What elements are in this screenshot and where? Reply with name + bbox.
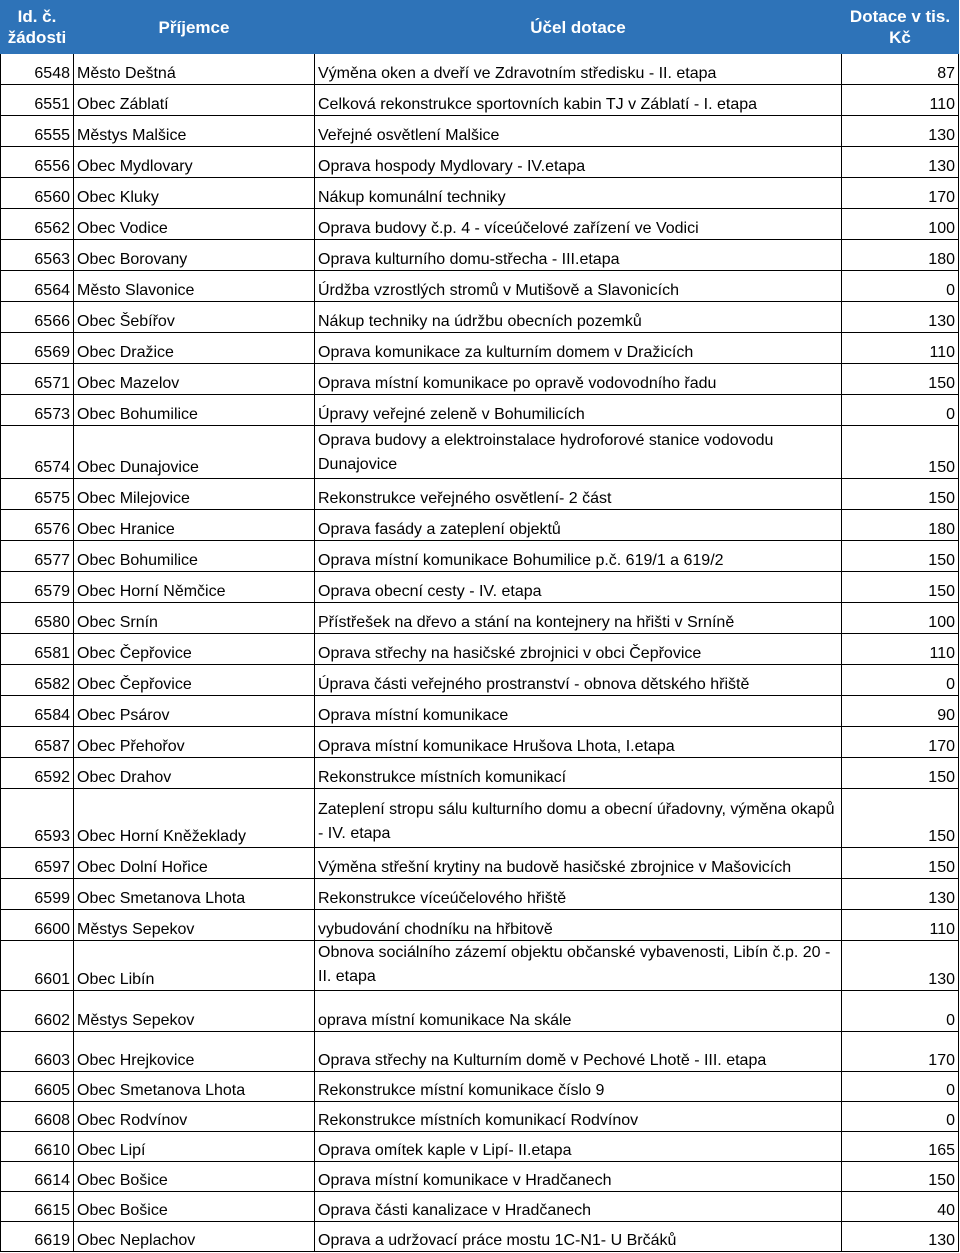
table-row — [1, 178, 959, 209]
row-id: 6582 — [1, 665, 74, 696]
row-amount: 150 — [842, 1162, 959, 1192]
row-recipient: Obec Dolní Hořice — [74, 848, 315, 879]
table-row — [1, 395, 959, 426]
table-row — [1, 910, 959, 941]
row-recipient: Obec Hranice — [74, 510, 315, 541]
table-row — [1, 758, 959, 789]
row-id: 6602 — [1, 991, 74, 1032]
row-purpose: Oprava místní komunikace Hrušova Lhota, I.etapa — [315, 727, 842, 758]
row-recipient: Obec Lipí — [74, 1132, 315, 1162]
row-recipient: Obec Milejovice — [74, 479, 315, 510]
table-row — [1, 240, 959, 271]
row-amount: 110 — [842, 634, 959, 665]
table-row — [1, 271, 959, 302]
row-purpose: Oprava místní komunikace v Hradčanech — [315, 1162, 842, 1192]
row-recipient: Obec Horní Němčice — [74, 572, 315, 603]
row-purpose: Rekonstrukce veřejného osvětlení- 2 část — [315, 479, 842, 510]
row-id: 6577 — [1, 541, 74, 572]
row-recipient: Město Deštná — [74, 54, 315, 85]
table-row — [1, 147, 959, 178]
table-row — [1, 1162, 959, 1192]
row-id: 6601 — [1, 941, 74, 991]
table-body — [1, 54, 959, 1252]
row-amount: 170 — [842, 727, 959, 758]
row-id: 6597 — [1, 848, 74, 879]
row-recipient: Obec Bošice — [74, 1192, 315, 1222]
table-row — [1, 665, 959, 696]
row-purpose: Oprava fasády a zateplení objektů — [315, 510, 842, 541]
row-id: 6548 — [1, 54, 74, 85]
row-purpose: Oprava místní komunikace — [315, 696, 842, 727]
row-purpose: Oprava obecní cesty - IV. etapa — [315, 572, 842, 603]
row-amount: 110 — [842, 85, 959, 116]
row-purpose: Oprava místní komunikace Bohumilice p.č. 619/1 a 619/2 — [315, 541, 842, 572]
row-amount: 150 — [842, 541, 959, 572]
row-purpose: Oprava komunikace za kulturním domem v Dražicích — [315, 333, 842, 364]
row-recipient: Obec Drahov — [74, 758, 315, 789]
row-amount: 150 — [842, 758, 959, 789]
row-amount: 150 — [842, 789, 959, 848]
table-row — [1, 510, 959, 541]
row-recipient: Obec Záblatí — [74, 85, 315, 116]
row-purpose: Oprava místní komunikace po opravě vodovodního řadu — [315, 364, 842, 395]
row-amount: 0 — [842, 665, 959, 696]
row-amount: 130 — [842, 879, 959, 910]
row-recipient: Obec Borovany — [74, 240, 315, 271]
table-row — [1, 302, 959, 333]
row-purpose: Oprava budovy a elektroinstalace hydroforové stanice vodovodu Dunajovice — [315, 426, 842, 479]
row-id: 6600 — [1, 910, 74, 941]
row-amount: 150 — [842, 426, 959, 479]
row-id: 6574 — [1, 426, 74, 479]
row-purpose: Oprava a udržovací práce mostu 1C-N1- U Brčáků — [315, 1222, 842, 1252]
row-recipient: Obec Mydlovary — [74, 147, 315, 178]
row-amount: 0 — [842, 991, 959, 1032]
row-amount: 0 — [842, 271, 959, 302]
row-id: 6562 — [1, 209, 74, 240]
row-purpose: Rekonstrukce místní komunikace číslo 9 — [315, 1072, 842, 1102]
row-recipient: Město Slavonice — [74, 271, 315, 302]
row-id: 6605 — [1, 1072, 74, 1102]
row-purpose: Rekonstrukce víceúčelového hřiště — [315, 879, 842, 910]
row-purpose: Přístřešek na dřevo a stání na kontejnery na hřišti v Srníně — [315, 603, 842, 634]
row-id: 6564 — [1, 271, 74, 302]
row-amount: 130 — [842, 116, 959, 147]
row-recipient: Městys Sepekov — [74, 991, 315, 1032]
row-id: 6592 — [1, 758, 74, 789]
row-purpose: Zateplení stropu sálu kulturního domu a obecní úřadovny, výměna okapů - IV. etapa — [315, 789, 842, 848]
row-purpose: Celková rekonstrukce sportovních kabin TJ v Záblatí - I. etapa — [315, 85, 842, 116]
row-amount: 150 — [842, 572, 959, 603]
row-purpose: Oprava budovy č.p. 4 - víceúčelové zařízení ve Vodici — [315, 209, 842, 240]
row-recipient: Městys Malšice — [74, 116, 315, 147]
row-recipient: Obec Smetanova Lhota — [74, 879, 315, 910]
row-id: 6576 — [1, 510, 74, 541]
row-amount: 90 — [842, 696, 959, 727]
table-row — [1, 333, 959, 364]
row-recipient: Obec Hrejkovice — [74, 1032, 315, 1072]
table-row — [1, 991, 959, 1032]
table-row — [1, 572, 959, 603]
row-recipient: Obec Horní Kněžeklady — [74, 789, 315, 848]
header-purpose: Účel dotace — [315, 1, 842, 54]
row-amount: 130 — [842, 941, 959, 991]
row-amount: 87 — [842, 54, 959, 85]
row-purpose: Nákup komunální techniky — [315, 178, 842, 209]
row-id: 6619 — [1, 1222, 74, 1252]
row-id: 6563 — [1, 240, 74, 271]
row-amount: 0 — [842, 1072, 959, 1102]
table-row — [1, 879, 959, 910]
row-recipient: Obec Bohumilice — [74, 395, 315, 426]
row-id: 6556 — [1, 147, 74, 178]
row-recipient: Obec Neplachov — [74, 1222, 315, 1252]
row-amount: 150 — [842, 848, 959, 879]
table-row — [1, 1192, 959, 1222]
table-row — [1, 54, 959, 85]
row-id: 6584 — [1, 696, 74, 727]
row-recipient: Obec Psárov — [74, 696, 315, 727]
row-purpose: Úprava části veřejného prostranství - obnova dětského hřiště — [315, 665, 842, 696]
row-purpose: vybudování chodníku na hřbitově — [315, 910, 842, 941]
row-purpose: Oprava kulturního domu-střecha - III.etapa — [315, 240, 842, 271]
row-id: 6551 — [1, 85, 74, 116]
row-id: 6603 — [1, 1032, 74, 1072]
row-id: 6581 — [1, 634, 74, 665]
row-amount: 100 — [842, 603, 959, 634]
row-purpose: oprava místní komunikace Na skále — [315, 991, 842, 1032]
row-id: 6555 — [1, 116, 74, 147]
row-recipient: Obec Srnín — [74, 603, 315, 634]
row-id: 6571 — [1, 364, 74, 395]
row-id: 6599 — [1, 879, 74, 910]
table-row — [1, 789, 959, 848]
row-id: 6580 — [1, 603, 74, 634]
table-row — [1, 1222, 959, 1252]
row-id: 6575 — [1, 479, 74, 510]
row-id: 6610 — [1, 1132, 74, 1162]
table-row — [1, 1072, 959, 1102]
table-header-row — [1, 1, 959, 54]
table-row — [1, 603, 959, 634]
row-recipient: Obec Mazelov — [74, 364, 315, 395]
row-id: 6587 — [1, 727, 74, 758]
row-recipient: Obec Smetanova Lhota — [74, 1072, 315, 1102]
row-amount: 170 — [842, 178, 959, 209]
row-amount: 40 — [842, 1192, 959, 1222]
row-amount: 130 — [842, 302, 959, 333]
row-purpose: Oprava hospody Mydlovary - IV.etapa — [315, 147, 842, 178]
row-recipient: Obec Kluky — [74, 178, 315, 209]
row-purpose: Rekonstrukce místních komunikací — [315, 758, 842, 789]
row-recipient: Obec Vodice — [74, 209, 315, 240]
row-purpose: Úpravy veřejné zeleně v Bohumilicích — [315, 395, 842, 426]
row-amount: 170 — [842, 1032, 959, 1072]
table-row — [1, 727, 959, 758]
row-amount: 110 — [842, 910, 959, 941]
row-recipient: Městys Sepekov — [74, 910, 315, 941]
table-row — [1, 479, 959, 510]
row-id: 6615 — [1, 1192, 74, 1222]
row-purpose: Výměna oken a dveří ve Zdravotním středisku - II. etapa — [315, 54, 842, 85]
table-row — [1, 1132, 959, 1162]
row-purpose: Veřejné osvětlení Malšice — [315, 116, 842, 147]
row-amount: 0 — [842, 395, 959, 426]
row-purpose: Oprava omítek kaple v Lipí- II.etapa — [315, 1132, 842, 1162]
header-recipient: Příjemce — [74, 1, 315, 54]
row-recipient: Obec Bošice — [74, 1162, 315, 1192]
row-amount: 180 — [842, 240, 959, 271]
row-amount: 180 — [842, 510, 959, 541]
row-recipient: Obec Dražice — [74, 333, 315, 364]
row-purpose: Rekonstrukce místních komunikací Rodvínov — [315, 1102, 842, 1132]
row-id: 6560 — [1, 178, 74, 209]
row-recipient: Obec Libín — [74, 941, 315, 991]
row-amount: 150 — [842, 479, 959, 510]
table-row — [1, 116, 959, 147]
header-amount: Dotace v tis. Kč — [842, 1, 959, 54]
row-amount: 100 — [842, 209, 959, 240]
row-purpose: Úrdžba vzrostlých stromů v Mutišově a Slavonicích — [315, 271, 842, 302]
row-purpose: Obnova sociálního zázemí objektu občanské vybavenosti, Libín č.p. 20 - II. etapa — [315, 941, 842, 991]
table-row — [1, 1032, 959, 1072]
row-amount: 130 — [842, 1222, 959, 1252]
row-amount: 0 — [842, 1102, 959, 1132]
row-recipient: Obec Přehořov — [74, 727, 315, 758]
row-recipient: Obec Bohumilice — [74, 541, 315, 572]
row-purpose: Oprava části kanalizace v Hradčanech — [315, 1192, 842, 1222]
row-id: 6579 — [1, 572, 74, 603]
header-id: Id. č. žádosti — [1, 1, 74, 54]
table-row — [1, 85, 959, 116]
row-id: 6569 — [1, 333, 74, 364]
table-row — [1, 209, 959, 240]
table-row — [1, 426, 959, 479]
row-recipient: Obec Dunajovice — [74, 426, 315, 479]
row-purpose: Výměna střešní krytiny na budově hasičské zbrojnice v Mašovicích — [315, 848, 842, 879]
table-row — [1, 848, 959, 879]
row-recipient: Obec Čepřovice — [74, 665, 315, 696]
row-purpose: Oprava střechy na Kulturním domě v Pechové Lhotě - III. etapa — [315, 1032, 842, 1072]
row-id: 6608 — [1, 1102, 74, 1132]
row-id: 6566 — [1, 302, 74, 333]
table-row — [1, 941, 959, 991]
row-purpose: Nákup techniky na údržbu obecních pozemků — [315, 302, 842, 333]
row-amount: 130 — [842, 147, 959, 178]
table-row — [1, 541, 959, 572]
row-purpose: Oprava střechy na hasičské zbrojnici v obci Čepřovice — [315, 634, 842, 665]
row-amount: 110 — [842, 333, 959, 364]
row-amount: 150 — [842, 364, 959, 395]
row-recipient: Obec Rodvínov — [74, 1102, 315, 1132]
row-recipient: Obec Šebířov — [74, 302, 315, 333]
row-recipient: Obec Čepřovice — [74, 634, 315, 665]
table-row — [1, 696, 959, 727]
table-row — [1, 1102, 959, 1132]
table-row — [1, 634, 959, 665]
row-id: 6614 — [1, 1162, 74, 1192]
table-row — [1, 364, 959, 395]
row-amount: 165 — [842, 1132, 959, 1162]
row-id: 6573 — [1, 395, 74, 426]
row-id: 6593 — [1, 789, 74, 848]
